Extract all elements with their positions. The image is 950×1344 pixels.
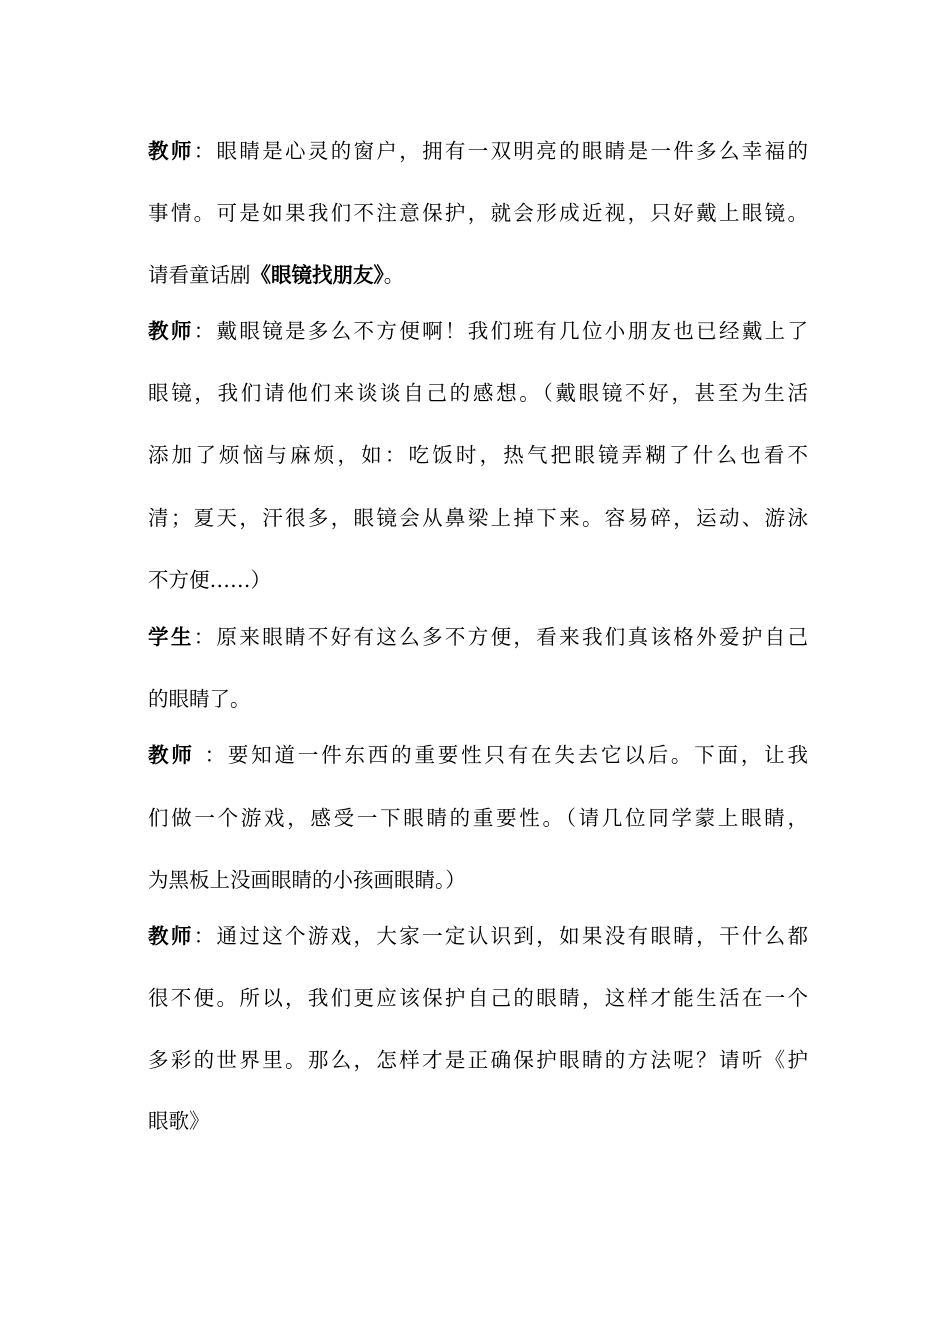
- dialogue-text: ：眼睛是心灵的窗户，拥有一双明亮的眼睛是一件多么幸福的: [193, 139, 809, 163]
- dialogue-text: ：要知道一件东西的重要性只有在失去它以后。下面，让我: [204, 743, 809, 767]
- dialogue-text: 。: [383, 263, 405, 287]
- speaker-label: 教师: [148, 743, 205, 767]
- play-title: 《眼镜找朋友》: [250, 263, 384, 287]
- paragraph-5-line-1: [148, 921, 808, 951]
- speaker-label: 教师: [148, 319, 194, 343]
- dialogue-text: 眼镜，我们请他们来谈谈自己的感想。（戴眼镜不好，甚至为生活: [148, 381, 808, 405]
- speaker-label: 教师: [148, 139, 194, 163]
- paragraph-1-line-1: [148, 136, 808, 166]
- dialogue-text: 眼歌》: [148, 1109, 210, 1133]
- dialogue-text: ：原来眼睛不好有这么多不方便，看来我们真该格外爱护自己: [193, 625, 809, 649]
- paragraph-5-line-4: [148, 1106, 808, 1136]
- paragraph-2-line-2: [148, 378, 808, 408]
- dialogue-text: 不方便……）: [148, 568, 271, 592]
- paragraph-3-line-1: [148, 622, 808, 652]
- paragraph-2-line-4: [148, 503, 808, 533]
- paragraph-3-line-2: [148, 684, 808, 714]
- speaker-label: 学生: [148, 625, 194, 649]
- dialogue-text: ：通过这个游戏，大家一定认识到，如果没有眼睛，干什么都: [193, 924, 809, 948]
- dialogue-text: 很不便。所以，我们更应该保护自己的眼睛，这样才能生活在一个: [148, 986, 808, 1010]
- dialogue-text: 清；夏天，汗很多，眼镜会从鼻梁上掉下来。容易碎，运动、游泳: [148, 506, 808, 530]
- dialogue-text: 们做一个游戏，感受一下眼睛的重要性。（请几位同学蒙上眼睛，: [148, 806, 808, 830]
- dialogue-text: 的眼睛了。: [148, 687, 251, 711]
- paragraph-2-line-1: [148, 316, 808, 346]
- dialogue-text: 多彩的世界里。那么，怎样才是正确保护眼睛的方法呢？请听《护: [148, 1048, 808, 1072]
- dialogue-text: ：戴眼镜是多么不方便啊！我们班有几位小朋友也已经戴上了: [193, 319, 809, 343]
- paragraph-5-line-3: [148, 1045, 808, 1075]
- speaker-label: 教师: [148, 924, 194, 948]
- paragraph-4-line-3: [148, 865, 808, 895]
- paragraph-5-line-2: [148, 983, 808, 1013]
- dialogue-text: 添加了烦恼与麻烦，如：吃饭时，热气把眼镜弄糊了什么也看不: [148, 443, 808, 467]
- paragraph-4-line-1: [148, 740, 808, 770]
- dialogue-text: 为黑板上没画眼睛的小孩画眼睛。）: [148, 868, 466, 892]
- paragraph-2-line-3: [148, 440, 808, 470]
- dialogue-text: 请看童话剧: [148, 263, 251, 287]
- paragraph-4-line-2: [148, 803, 808, 833]
- paragraph-2-line-5: [148, 565, 808, 595]
- dialogue-text: 事情。可是如果我们不注意保护，就会形成近视，只好戴上眼镜。: [148, 201, 808, 225]
- paragraph-1-line-3: [148, 260, 808, 290]
- paragraph-1-line-2: [148, 198, 808, 228]
